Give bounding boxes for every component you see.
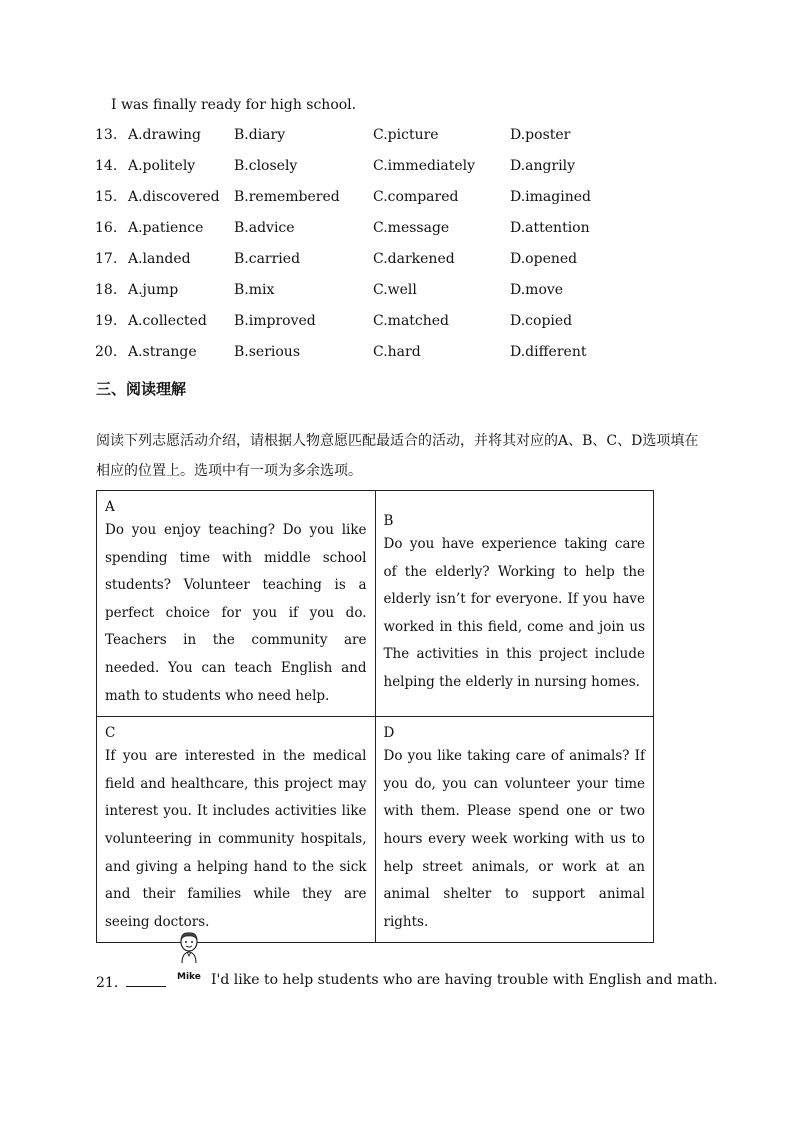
option-a: A.discovered	[128, 189, 220, 205]
option-d: D.move	[510, 282, 564, 298]
option-d: D.copied	[510, 313, 573, 329]
speaker-statement: I'd like to help students who are having trouble with English and math.	[211, 972, 718, 988]
instructions: 阅读下列志愿活动介绍，请根据人物意愿匹配最适合的活动，并将其对应的A、B、C、D选项填在相应的位置上。选项中有一项为多余选项。	[96, 433, 699, 479]
cell-a	[97, 491, 376, 717]
table-row	[97, 717, 654, 943]
question-number: 19.	[95, 313, 118, 329]
option-b: B.improved	[234, 313, 316, 329]
cell-c	[97, 717, 376, 943]
option-a: A.politely	[128, 158, 196, 174]
option-a: A.drawing	[128, 127, 202, 143]
option-c: C.immediately	[373, 158, 476, 174]
question-number: 20.	[95, 344, 118, 360]
option-c: C.hard	[373, 344, 421, 360]
option-c: C.compared	[373, 189, 459, 205]
cell-letter: B	[383, 513, 394, 529]
cell-b	[375, 491, 654, 717]
question-number: 15.	[95, 189, 118, 205]
option-d: D.different	[510, 344, 587, 360]
cell-letter: A	[105, 499, 115, 515]
question-number: 21.	[96, 975, 119, 991]
cell-text: Do you like taking care of animals? If you do, you can volunteer your time with them. Please spend one or two hours every week working with us to help street animals, or work at an animal shelter to support animal rights.	[383, 748, 645, 930]
question-number: 18.	[95, 282, 118, 298]
option-b: B.remembered	[234, 189, 340, 205]
table-row	[97, 491, 654, 717]
cell-text: Do you have experience taking care of the elderly? Working to help the elderly isn’t for everyone. If you have worked in this field, come and join us The activities in this project include helping the elderly in nursing homes.	[383, 536, 645, 690]
cell-text: Do you enjoy teaching? Do you like spending time with middle school students? Volunteer teaching is a perfect choice for you if you do. Teachers in the community are needed. You can teach English and math to students who need help.	[105, 522, 367, 704]
option-a: A.collected	[128, 313, 207, 329]
cell-d	[375, 717, 654, 943]
section-title: 三、阅读理解	[96, 380, 187, 398]
option-b: B.diary	[234, 127, 286, 143]
question-number: 14.	[95, 158, 118, 174]
option-d: D.angrily	[510, 158, 576, 174]
intro-line: I was finally ready for high school.	[111, 97, 357, 113]
option-d: D.attention	[510, 220, 590, 236]
option-a: A.strange	[128, 344, 197, 360]
cell-letter: C	[105, 725, 116, 742]
answer-blank[interactable]	[126, 972, 166, 987]
option-b: B.mix	[234, 282, 275, 298]
cell-letter: D	[383, 725, 395, 742]
activities-table	[96, 490, 654, 943]
mike-avatar-icon	[176, 930, 202, 964]
option-b: B.serious	[234, 344, 301, 360]
option-b: B.closely	[234, 158, 298, 174]
option-c: C.darkened	[373, 251, 455, 267]
option-a: A.patience	[128, 220, 204, 236]
option-c: C.picture	[373, 127, 439, 143]
option-b: B.carried	[234, 251, 301, 267]
cell-text: If you are interested in the medical field and healthcare, this project may interest you. It includes activities like volunteering in community hospitals, and giving a helping hand to the sick and their families while they are seeing doctors.	[105, 748, 367, 930]
speaker-name: Mike	[177, 972, 201, 982]
option-d: D.opened	[510, 251, 578, 267]
question-number: 13.	[95, 127, 118, 143]
question-number: 16.	[95, 220, 118, 236]
question-21	[96, 972, 166, 991]
option-d: D.poster	[510, 127, 571, 143]
option-a: A.landed	[128, 251, 191, 267]
option-b: B.advice	[234, 220, 295, 236]
option-c: C.matched	[373, 313, 450, 329]
option-c: C.message	[373, 220, 450, 236]
question-number: 17.	[95, 251, 118, 267]
option-d: D.imagined	[510, 189, 591, 205]
option-c: C.well	[373, 282, 417, 298]
option-a: A.jump	[128, 282, 179, 298]
